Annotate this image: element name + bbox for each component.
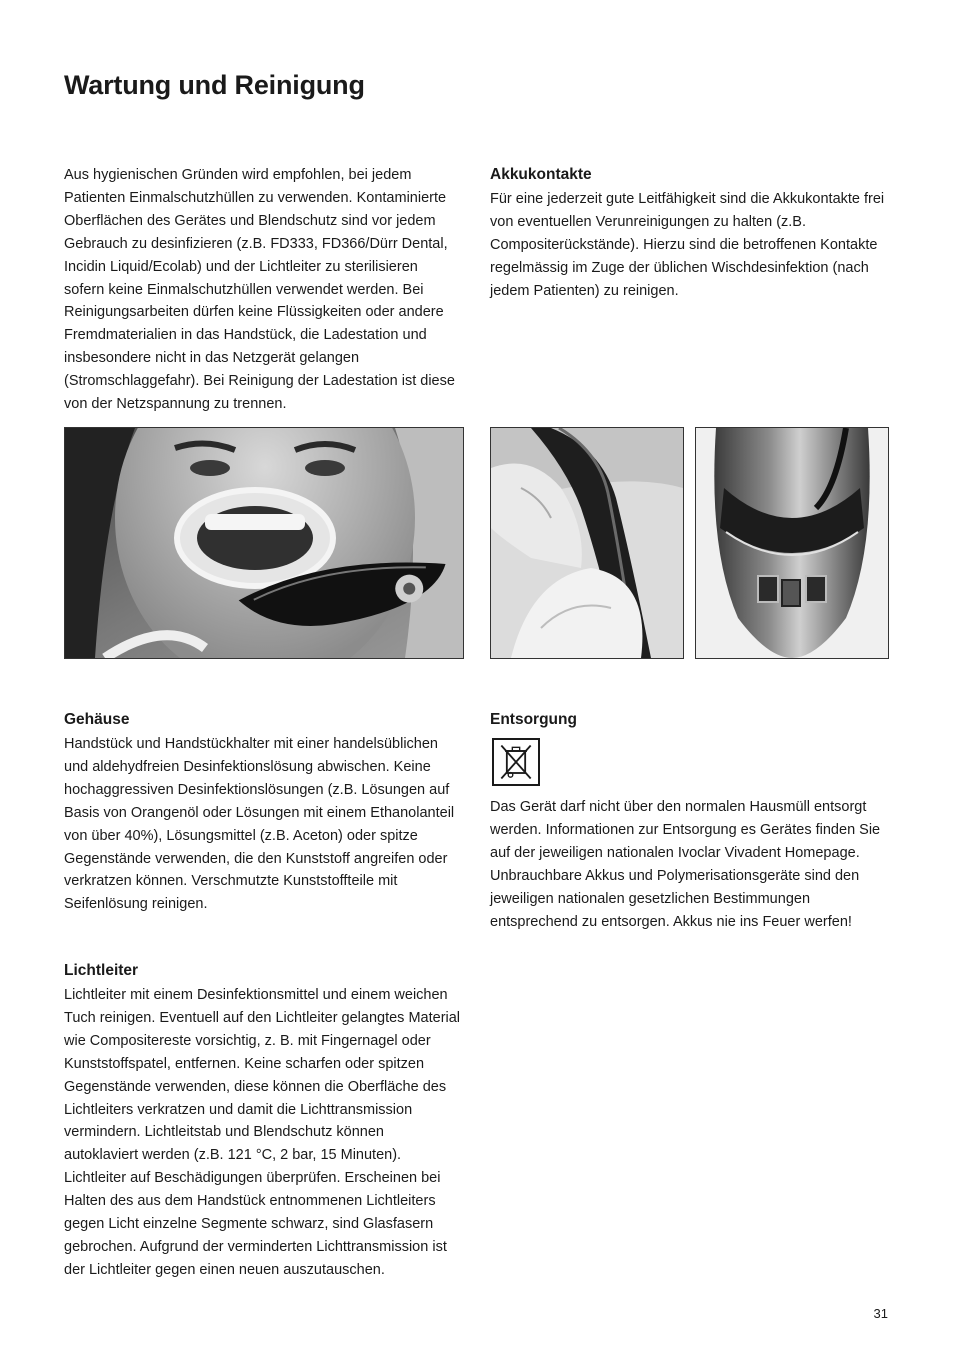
crossed-out-wheelie-bin-icon	[492, 738, 540, 786]
patient-photo-illustration	[65, 428, 463, 658]
gehaeuse-text: Handstück und Handstückhalter mit einer handelsüblichen und aldehydfreien Desinfektionslösung abwischen. Keine hochaggressiven Desinfektionslösungen (z.B. Lösungen auf Basis von Orangenöl oder Lösungen mit einem Ethanolanteil von über 40%), Lösungsmittel (z.B. Aceton) oder spitze Gegenstände verwenden, die den Kunststoff angreifen oder verkratzen können. Verschmutzte Kunststoffteile mit Seifenlösung reinigen.	[64, 736, 455, 913]
entsorgung-section	[490, 710, 888, 933]
entsorgung-heading: Entsorgung	[490, 711, 577, 728]
entsorgung-text: Das Gerät darf nicht über den normalen Hausmüll entsorgt werden. Informationen zur Entsorgung es Gerätes finden Sie auf der jeweiligen nationalen Ivoclar Vivadent Homepage. Unbrauchbare Akkus und Polymerisationsgeräte sind den jeweiligen nationalen gesetzlichen Bestimmungen entsprechend zu entsorgen. Akkus nie ins Feuer werfen!	[490, 799, 881, 930]
photo-battery-contacts	[695, 427, 889, 659]
lichtleiter-section	[64, 961, 462, 1282]
page-title: Wartung und Reinigung	[64, 70, 365, 100]
photo-wipe-cleaning	[490, 427, 684, 659]
gehaeuse-section	[64, 710, 462, 916]
akkukontakte-text: Für eine jederzeit gute Leitfähigkeit sind die Akkukontakte frei von eventuellen Verunreinigungen zu halten (z.B. Compositerückstände). Hierzu sind die betroffenen Kontakte regelmässig im Zuge der üblichen Wischdesinfektion (nach jedem Patienten) zu reinigen.	[490, 191, 885, 299]
akkukontakte-heading: Akkukontakte	[490, 166, 592, 183]
intro-text: Aus hygienischen Gründen wird empfohlen, bei jedem Patienten Einmalschutzhüllen zu verwenden. Kontaminierte Oberflächen des Gerätes und Blendschutz sind vor jedem Gebrauch zu desinfizieren (z.B. FD333, FD366/Dürr Dental, Incidin Liquid/Ecolab) und der Lichtleiter zu sterilisieren sofern keine Einmalschutzhüllen verwendet werden. Bei Reinigungsarbeiten dürfen keine Flüssigkeiten oder andere Fremdmaterialien in das Handstück, die Ladestation und insbesondere nicht in das Netzgerät gelangen (Stromschlaggefahr). Bei Reinigung der Ladestation ist diese von der Netzspannung zu trennen.	[64, 167, 455, 413]
photo-patient-with-handpiece	[64, 427, 464, 659]
gehaeuse-heading: Gehäuse	[64, 711, 130, 728]
lichtleiter-text: Lichtleiter mit einem Desinfektionsmittel und einem weichen Tuch reinigen. Eventuell auf den Lichtleiter gelangtes Material wie Compositereste vorsichtig, z. B. mit Fingernagel oder Kunststoffspatel, entfernen. Keine scharfen oder spitzen Gegenstände verwenden, diese können die Oberfläche des Lichtleiters verkratzen und damit die Lichttransmission vermindern. Lichtleitstab und Blendschutz können autoklaviert werden (z.B. 121 °C, 2 bar, 15 Minuten). Lichtleiter auf Beschädigungen überprüfen. Erscheinen bei Halten des aus dem Handstück entnommenen Lichtleiters gegen Licht einzelne Segmente schwarz, sind Glasfasern gebrochen. Aufgrund der verminderten Lichttransmission ist der Lichtleiter gegen einen neuen auszutauschen.	[64, 987, 461, 1278]
intro-section	[64, 164, 462, 416]
lichtleiter-heading: Lichtleiter	[64, 962, 139, 979]
wipe-cleaning-illustration	[491, 428, 683, 658]
battery-contacts-illustration	[696, 428, 888, 658]
page-number: 31	[873, 1306, 888, 1321]
akkukontakte-section	[490, 165, 888, 303]
